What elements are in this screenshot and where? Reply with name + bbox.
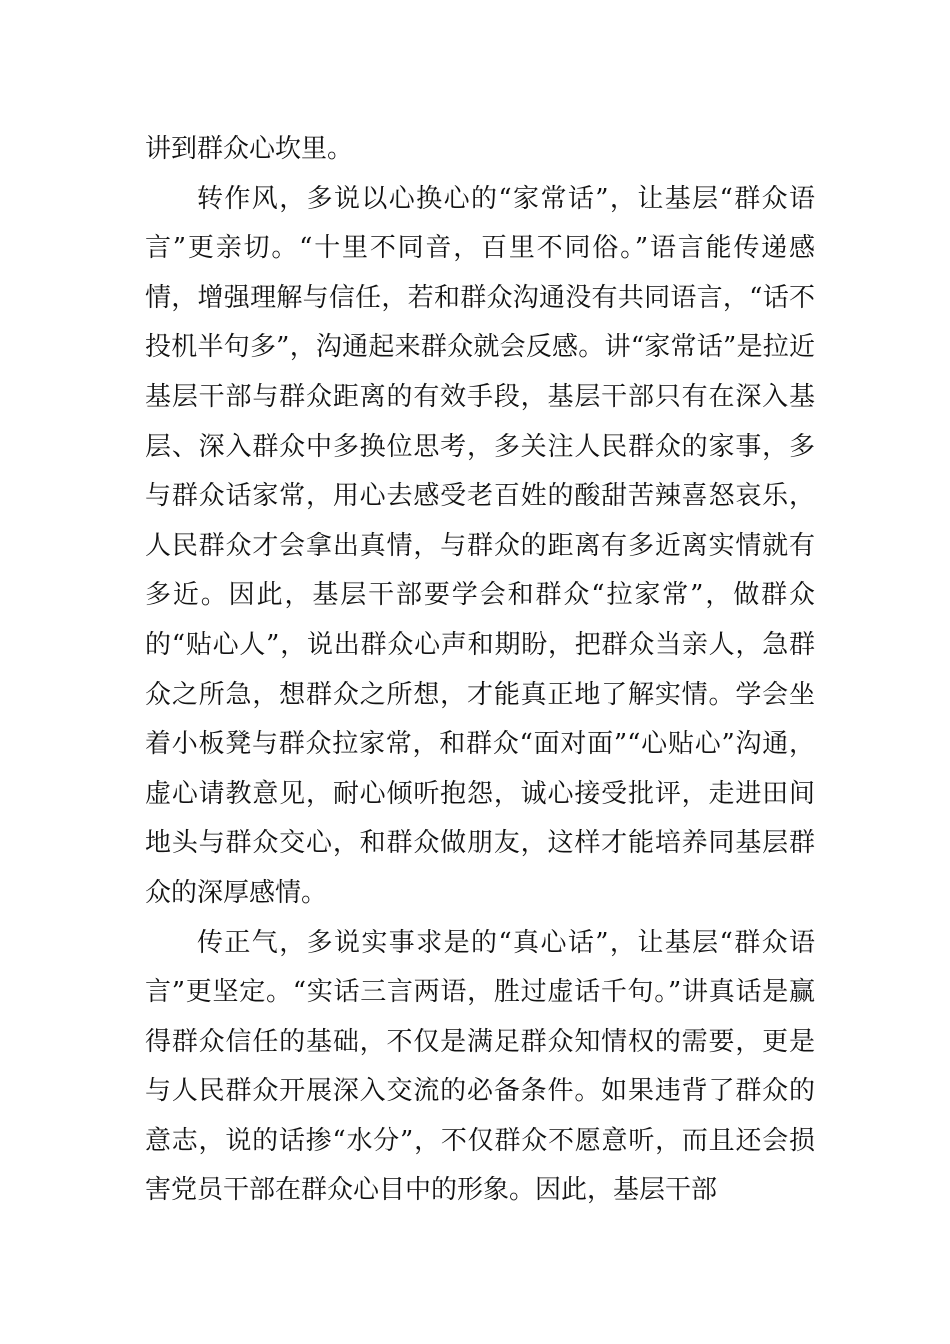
paragraph-continuation: 讲到群众心坎里。 bbox=[145, 134, 354, 164]
document-body bbox=[145, 125, 815, 1216]
paragraph-true-talk: 传正气，多说实事求是的“真心话”，让基层“群众语言”更坚定。“实话三言两语，胜过虚话千句。”讲真话是赢得群众信任的基础，不仅是满足群众知情权的需要，更是与人民群众开展深入交流的必备条件。如果违背了群众的意志，说的话掺“水分”，不仅群众不愿意听，而且还会损害党员干部在群众心目中的形象。因此，基层干部 bbox=[145, 927, 815, 1206]
paragraph-family-talk: 转作风，多说以心换心的“家常话”，让基层“群众语言”更亲切。“十里不同音，百里不同俗。”语言能传递感情，增强理解与信任，若和群众沟通没有共同语言，“话不投机半句多”，沟通起来群众就会反感。讲“家常话”是拉近基层干部与群众距离的有效手段，基层干部只有在深入基层、深入群众中多换位思考，多关注人民群众的家事，多与群众话家常，用心去感受老百姓的酸甜苦辣喜怒哀乐，人民群众才会拿出真情，与群众的距离有多近离实情就有多近。因此，基层干部要学会和群众“拉家常”，做群众的“贴心人”，说出群众心声和期盼，把群众当亲人，急群众之所急，想群众之所想，才能真正地了解实情。学会坐着小板凳与群众拉家常，和群众“面对面”“心贴心”沟通，虚心请教意见，耐心倾听抱怨，诚心接受批评，走进田间地头与群众交心，和群众做朋友，这样才能培养同基层群众的深厚感情。 bbox=[145, 183, 815, 908]
